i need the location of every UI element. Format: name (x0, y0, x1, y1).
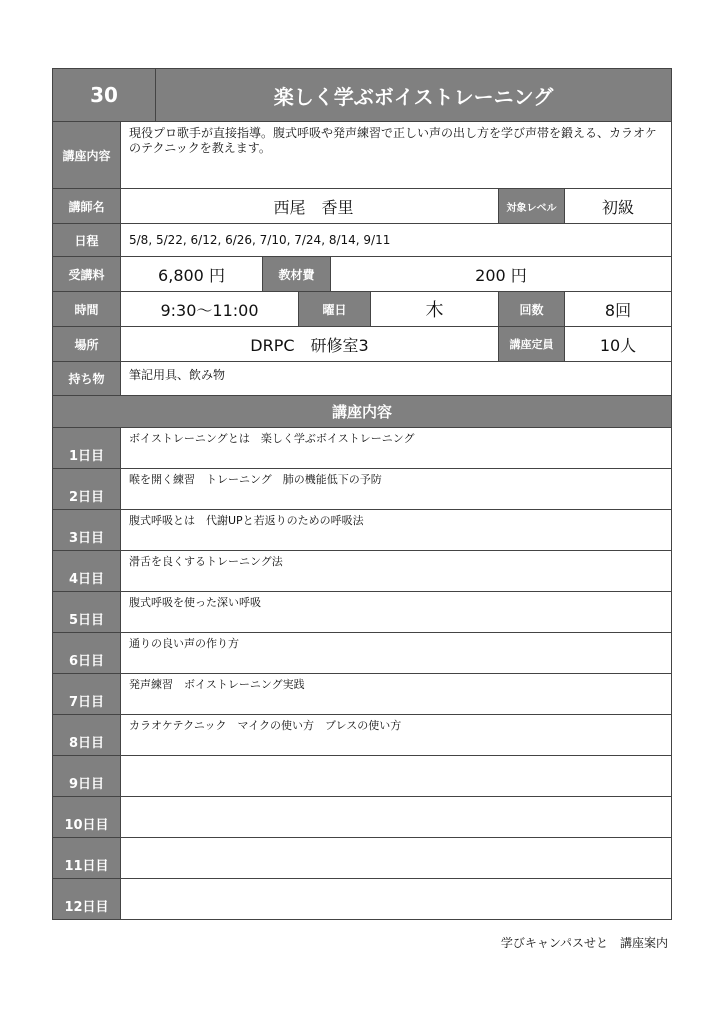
course-sheet (52, 68, 672, 920)
place-row (52, 327, 672, 362)
footer-text: 学びキャンパスせと 講座案内 (500, 936, 668, 950)
schedule-dates: 5/8, 5/22, 6/12, 6/26, 7/10, 7/24, 8/14, 9/11 (121, 224, 671, 256)
day-row (52, 715, 672, 756)
fee-row (52, 257, 672, 292)
fee-label: 受講料 (53, 257, 121, 291)
day-row (52, 838, 672, 879)
section-title: 講座内容 (53, 396, 671, 427)
sessions-label: 回数 (499, 292, 565, 326)
instructor-row (52, 189, 672, 224)
day-row (52, 879, 672, 920)
day-content (121, 838, 671, 878)
weekday-value: 木 (371, 292, 499, 326)
day-row (52, 756, 672, 797)
description-row (52, 122, 672, 189)
course-title: 楽しく学ぶボイストレーニング (156, 69, 671, 121)
day-label: 5日目 (53, 592, 121, 632)
place-value: DRPC 研修室3 (121, 327, 499, 361)
day-content: ボイストレーニングとは 楽しく学ぶボイストレーニング (121, 428, 671, 468)
day-row (52, 510, 672, 551)
schedule-label: 日程 (53, 224, 121, 256)
day-label: 4日目 (53, 551, 121, 591)
fee-value: 6,800 円 (121, 257, 263, 291)
day-label: 9日目 (53, 756, 121, 796)
day-label: 8日目 (53, 715, 121, 755)
day-content: カラオケテクニック マイクの使い方 ブレスの使い方 (121, 715, 671, 755)
day-content (121, 756, 671, 796)
instructor-label: 講師名 (53, 189, 121, 223)
level-label: 対象レベル (499, 189, 565, 223)
day-label: 7日目 (53, 674, 121, 714)
day-row (52, 674, 672, 715)
day-row (52, 797, 672, 838)
day-row (52, 633, 672, 674)
time-value: 9:30〜11:00 (121, 292, 299, 326)
day-content: 腹式呼吸とは 代謝UPと若返りのための呼吸法 (121, 510, 671, 550)
material-fee-label: 教材費 (263, 257, 331, 291)
title-row (52, 68, 672, 122)
day-label: 1日目 (53, 428, 121, 468)
sessions-value: 8回 (565, 292, 671, 326)
time-row (52, 292, 672, 327)
day-content: 滑舌を良くするトレーニング法 (121, 551, 671, 591)
course-number: 30 (53, 69, 156, 121)
place-label: 場所 (53, 327, 121, 361)
description-label: 講座内容 (53, 122, 121, 188)
day-label: 6日目 (53, 633, 121, 673)
day-content (121, 879, 671, 919)
day-row (52, 469, 672, 510)
section-header-row (52, 396, 672, 428)
belongings-label: 持ち物 (53, 362, 121, 395)
day-label: 10日目 (53, 797, 121, 837)
day-label: 2日目 (53, 469, 121, 509)
day-row (52, 592, 672, 633)
day-list (52, 428, 672, 920)
day-row (52, 551, 672, 592)
day-label: 11日目 (53, 838, 121, 878)
day-content: 腹式呼吸を使った深い呼吸 (121, 592, 671, 632)
time-label: 時間 (53, 292, 121, 326)
belongings-value: 筆記用具、飲み物 (121, 362, 671, 395)
capacity-label: 講座定員 (499, 327, 565, 361)
day-content: 発声練習 ボイストレーニング実践 (121, 674, 671, 714)
description-text: 現役プロ歌手が直接指導。腹式呼吸や発声練習で正しい声の出し方を学び声帯を鍛える、カラオケのテクニックを教えます。 (121, 122, 671, 188)
day-content: 喉を開く練習 トレーニング 肺の機能低下の予防 (121, 469, 671, 509)
weekday-label: 曜日 (299, 292, 371, 326)
belongings-row (52, 362, 672, 396)
instructor-name: 西尾 香里 (121, 189, 499, 223)
day-content: 通りの良い声の作り方 (121, 633, 671, 673)
level-value: 初級 (565, 189, 671, 223)
day-row (52, 428, 672, 469)
day-label: 3日目 (53, 510, 121, 550)
schedule-row (52, 224, 672, 257)
day-label: 12日目 (53, 879, 121, 919)
material-fee-value: 200 円 (331, 257, 671, 291)
day-content (121, 797, 671, 837)
capacity-value: 10人 (565, 327, 671, 361)
